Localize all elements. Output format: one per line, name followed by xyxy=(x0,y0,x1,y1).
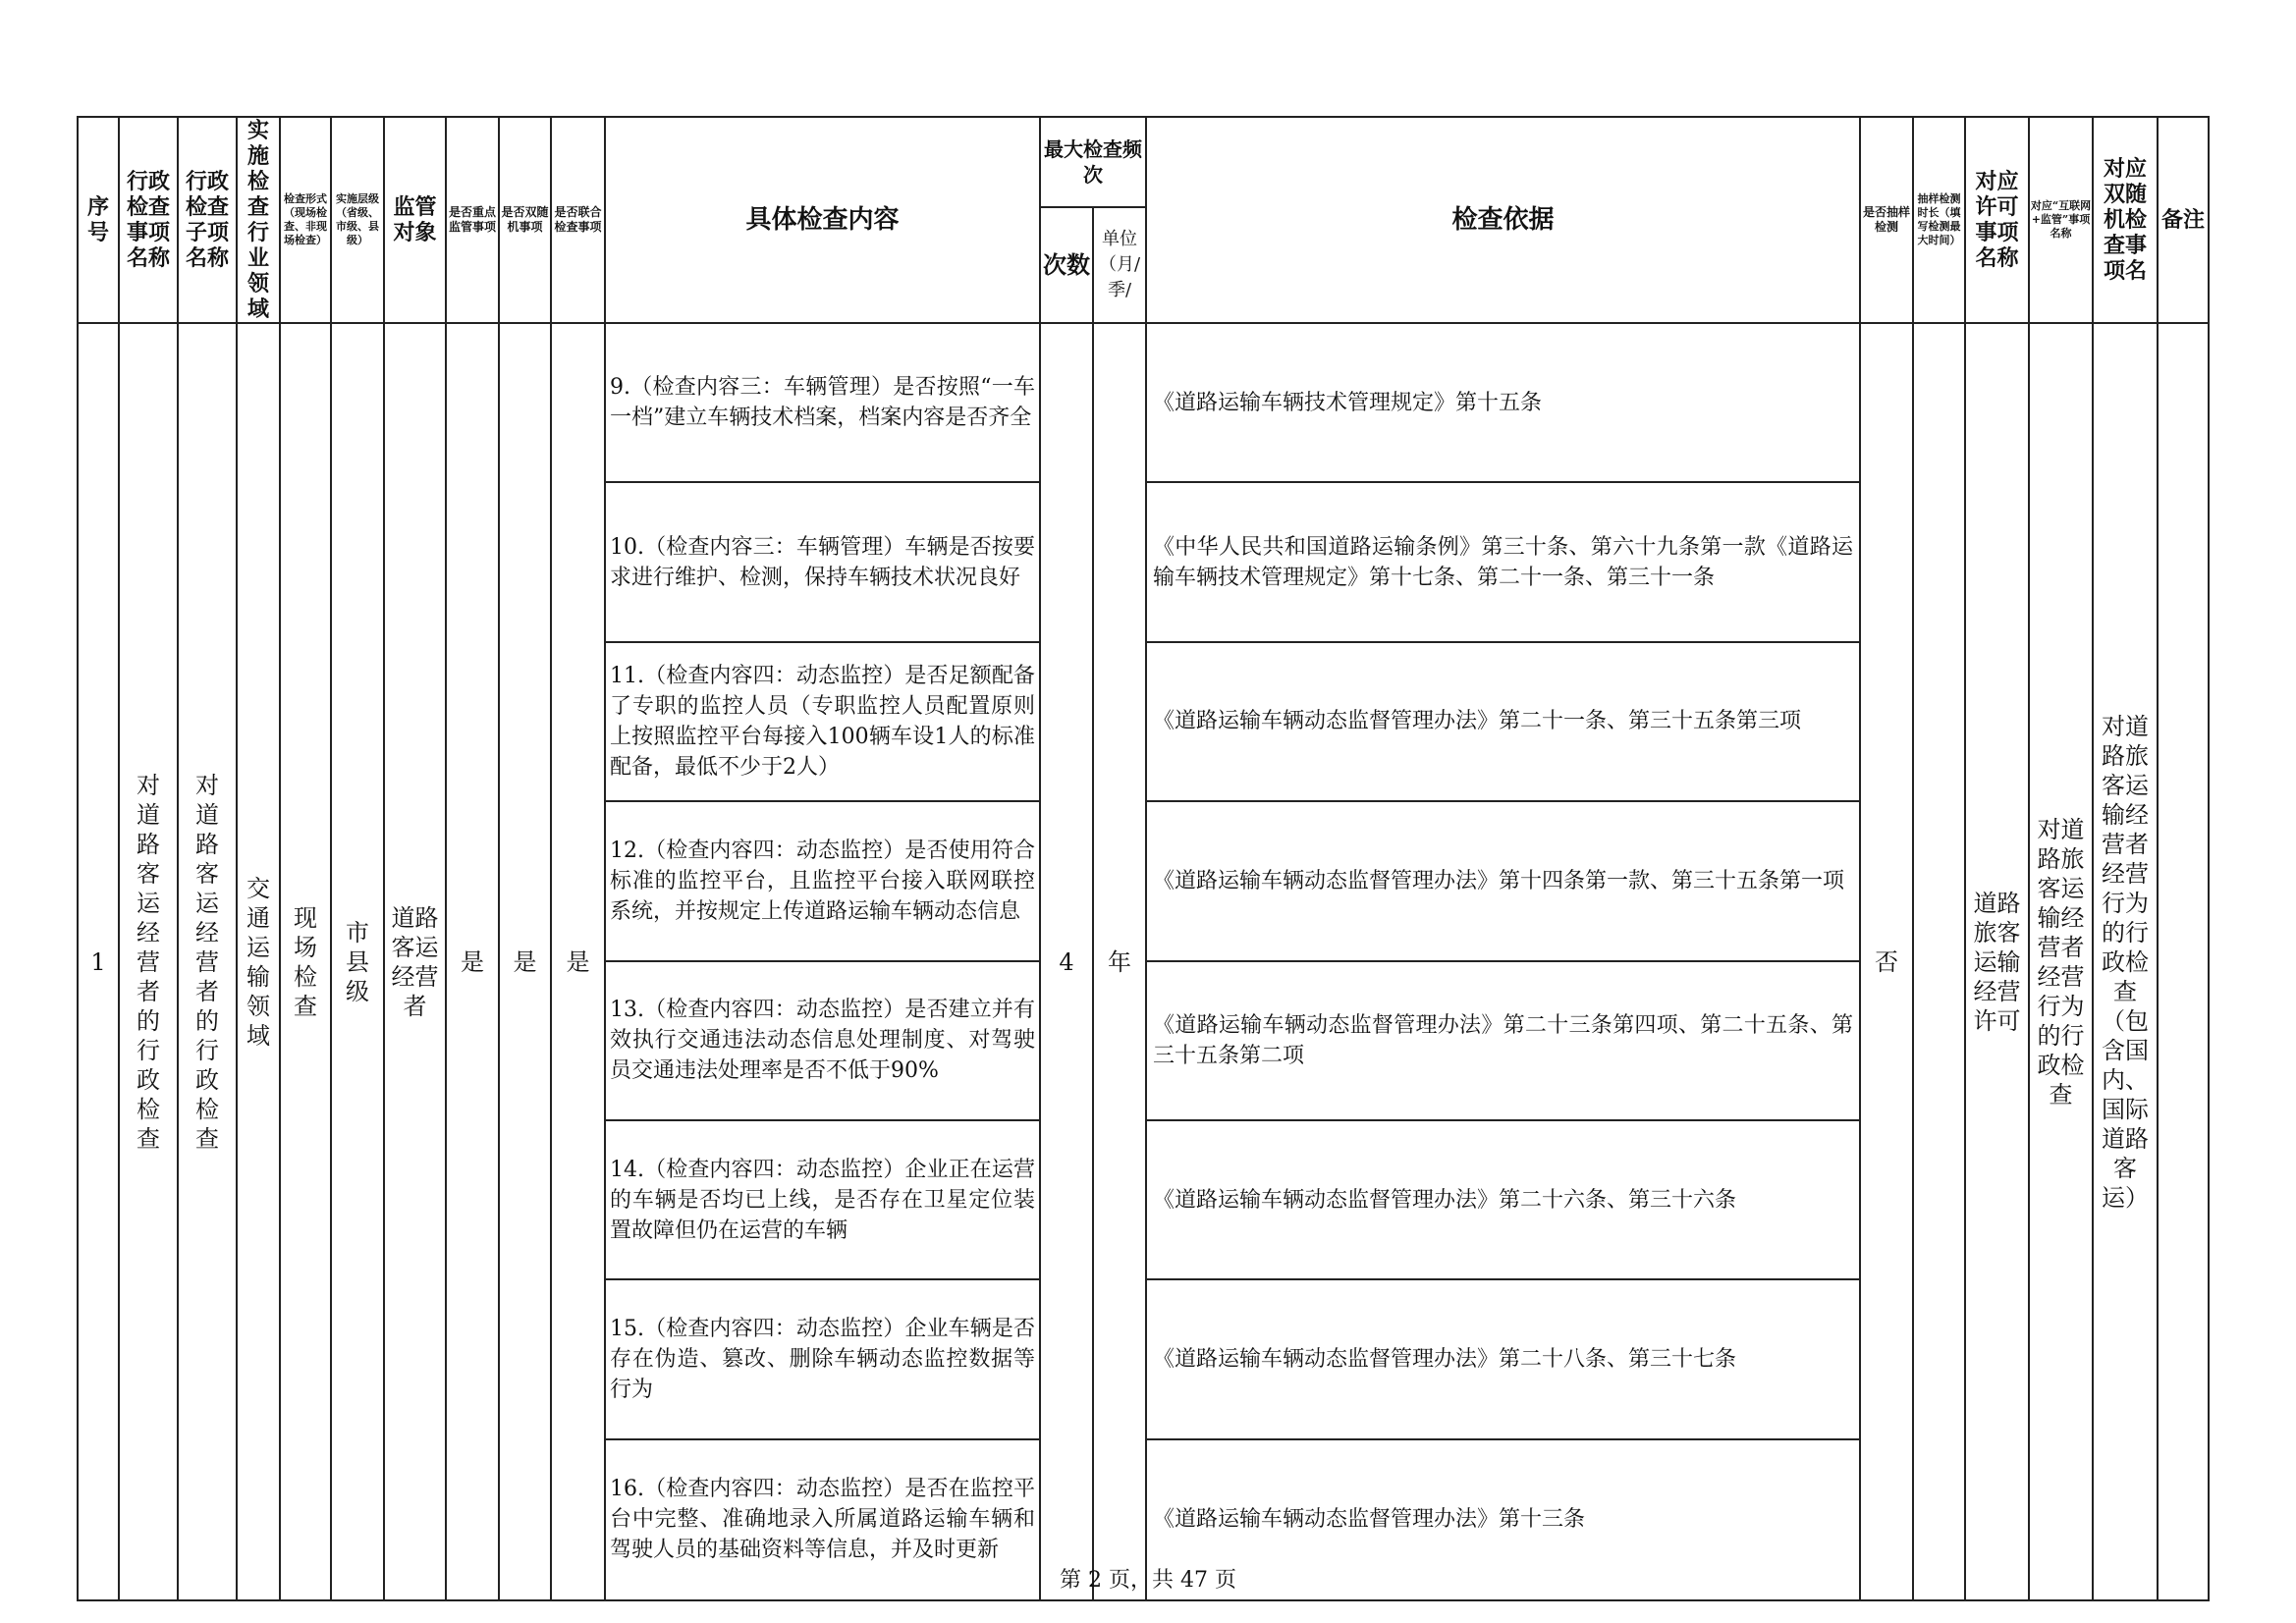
header-basis: 检查依据 xyxy=(1146,117,1860,323)
check-basis-item xyxy=(1147,324,1859,483)
header-sample-time: 抽样检测时长（填写检测最大时间） xyxy=(1913,117,1965,323)
check-basis-text: 《道路运输车辆动态监督管理办法》第二十八条、第三十七条 xyxy=(1153,1346,1737,1372)
check-content-item xyxy=(606,1121,1039,1280)
header-key: 是否重点监管事项 xyxy=(446,117,499,323)
check-basis-item xyxy=(1147,1121,1859,1280)
header-item: 行政检查事项名称 xyxy=(119,117,178,323)
check-basis-text: 《道路运输车辆动态监督管理办法》第十四条第一款、第三十五条第一项 xyxy=(1153,868,1845,893)
check-content-item xyxy=(606,483,1039,642)
cell-internet: 对道路旅客运输经营者经营行为的行政检查 xyxy=(2029,323,2093,1600)
header-domain: 实施检查行业领域 xyxy=(237,117,280,323)
check-content-text: 12.（检查内容四：动态监控）是否使用符合标准的监控平台，且监控平台接入联网联控系统，并按规定上传道路运输车辆动态信息 xyxy=(610,838,1035,924)
check-basis-item xyxy=(1147,1280,1859,1439)
cell-unit: 年 xyxy=(1093,323,1146,1600)
check-basis-text: 《道路运输车辆动态监督管理办法》第二十一条、第三十五条第三项 xyxy=(1153,709,1802,734)
check-content-text: 9.（检查内容三：车辆管理）是否按照“一车一档”建立车辆技术档案，档案内容是否齐全 xyxy=(610,375,1035,431)
cell-level: 市县级 xyxy=(331,323,384,1600)
cell-joint: 是 xyxy=(551,323,605,1600)
content-column xyxy=(605,323,1040,1600)
cell-random: 是 xyxy=(499,323,551,1600)
cell-target: 道路客运经营者 xyxy=(384,323,446,1600)
header-seq: 序号 xyxy=(78,117,119,323)
check-content-item xyxy=(606,1280,1039,1439)
check-basis-item xyxy=(1147,643,1859,802)
cell-item: 对道路客运经营者的行政检查 xyxy=(119,323,178,1600)
header-license: 对应许可事项名称 xyxy=(1965,117,2029,323)
cell-count: 4 xyxy=(1040,323,1093,1600)
header-joint: 是否联合检查事项 xyxy=(551,117,605,323)
page-footer: 第 2 页，共 47 页 xyxy=(1060,1568,1236,1593)
header-freq: 最大检查频次 xyxy=(1040,117,1146,207)
cell-sample-time xyxy=(1913,323,1965,1600)
check-basis-text: 《道路运输车辆动态监督管理办法》第二十三条第四项、第二十五条、第三十五条第二项 xyxy=(1153,1012,1853,1068)
check-basis-item xyxy=(1147,802,1859,961)
check-basis-item xyxy=(1147,483,1859,642)
cell-sample: 否 xyxy=(1860,323,1913,1600)
check-basis-text: 《道路运输车辆动态监督管理办法》第二十六条、第三十六条 xyxy=(1153,1187,1737,1213)
check-content-item xyxy=(606,962,1039,1121)
check-content-text: 14.（检查内容四：动态监控）企业正在运营的车辆是否均已上线，是否存在卫星定位装置故障但仍在运营的车辆 xyxy=(610,1157,1035,1243)
header-dual: 对应双随机检查事项名 xyxy=(2093,117,2158,323)
header-random: 是否双随机事项 xyxy=(499,117,551,323)
header-target: 监管对象 xyxy=(384,117,446,323)
check-content-text: 13.（检查内容四：动态监控）是否建立并有效执行交通违法动态信息处理制度、对驾驶员交通违法处理率是否不低于90% xyxy=(610,998,1035,1084)
header-subitem: 行政检查子项名称 xyxy=(178,117,237,323)
inspection-table xyxy=(77,116,2210,1601)
header-form: 检查形式（现场检查、非现场检查） xyxy=(280,117,331,323)
cell-subitem: 对道路客运经营者的行政检查 xyxy=(178,323,237,1600)
cell-form: 现场检查 xyxy=(280,323,331,1600)
cell-seq: 1 xyxy=(78,323,119,1600)
header-sample: 是否抽样检测 xyxy=(1860,117,1913,323)
basis-column xyxy=(1146,323,1860,1600)
header-unit: 单位（月/季/ xyxy=(1093,207,1146,323)
check-basis-text: 《道路运输车辆技术管理规定》第十五条 xyxy=(1153,390,1543,415)
check-content-item xyxy=(606,802,1039,961)
check-basis-item xyxy=(1147,962,1859,1121)
check-content-item xyxy=(606,643,1039,802)
cell-license: 道路旅客运输经营许可 xyxy=(1965,323,2029,1600)
cell-remark xyxy=(2158,323,2209,1600)
cell-domain: 交通运输领域 xyxy=(237,323,280,1600)
header-remark: 备注 xyxy=(2158,117,2209,323)
header-internet: 对应“互联网+监管”事项名称 xyxy=(2029,117,2093,323)
cell-key: 是 xyxy=(446,323,499,1600)
header-count: 次数 xyxy=(1040,207,1093,323)
header-content: 具体检查内容 xyxy=(605,117,1040,323)
check-content-text: 10.（检查内容三：车辆管理）车辆是否按要求进行维护、检测，保持车辆技术状况良好 xyxy=(610,534,1035,590)
check-content-item xyxy=(606,324,1039,483)
header-level: 实施层级（省级、市级、县级） xyxy=(331,117,384,323)
check-content-text: 16.（检查内容四：动态监控）是否在监控平台中完整、准确地录入所属道路运输车辆和驾驶人员的基础资料等信息，并及时更新 xyxy=(610,1477,1035,1563)
check-basis-text: 《道路运输车辆动态监督管理办法》第十三条 xyxy=(1153,1507,1586,1533)
check-content-text: 11.（检查内容四：动态监控）是否足额配备了专职的监控人员（专职监控人员配置原则上按照监控平台每接入100辆车设1人的标准配备，最低不少于2人） xyxy=(610,663,1035,780)
check-basis-text: 《中华人民共和国道路运输条例》第三十条、第六十九条第一款《道路运输车辆技术管理规定》第十七条、第二十一条、第三十一条 xyxy=(1153,534,1853,590)
check-content-text: 15.（检查内容四：动态监控）企业车辆是否存在伪造、篡改、删除车辆动态监控数据等行为 xyxy=(610,1316,1035,1402)
cell-dual: 对道路旅客运输经营者经营行为的行政检查（包含国内、国际道路客运） xyxy=(2093,323,2158,1600)
